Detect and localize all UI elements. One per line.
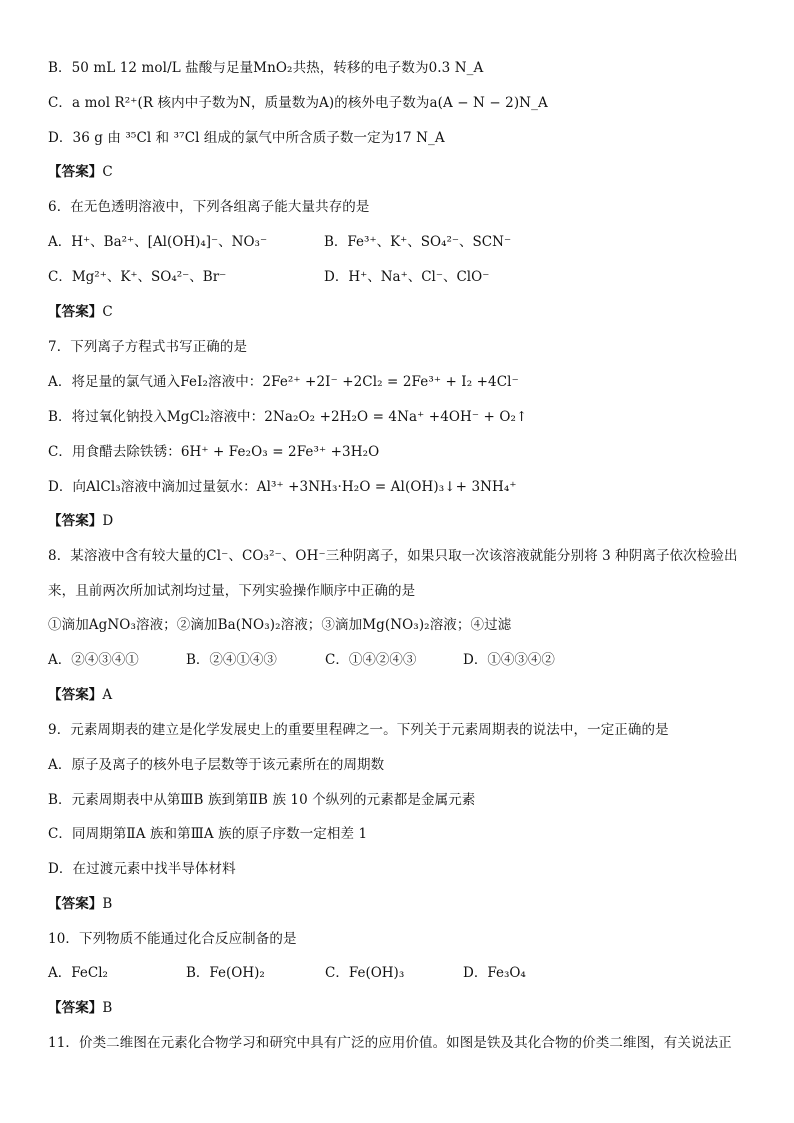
q6-option-c: C．Mg²⁺、K⁺、SO₄²⁻、Br⁻: [48, 269, 227, 285]
q7-option-d: D．向AlCl₃溶液中滴加过量氨水：Al³⁺ +3NH₃·H₂O = Al(OH)₃↓+ 3NH₄⁺: [48, 479, 517, 495]
q6-options-row-1: [48, 232, 764, 252]
q6-stem: 6．在无色透明溶液中，下列各组离子能大量共存的是: [48, 199, 370, 215]
q8-stem-line-2: 来，且前两次所加试剂均过量，下列实验操作顺序中正确的是: [48, 583, 416, 599]
answer-value: C: [102, 304, 113, 320]
q7-option-b: B．将过氧化钠投入MgCl₂溶液中：2Na₂O₂ +2H₂O = 4Na⁺ +4OH⁻ + O₂↑: [48, 409, 528, 425]
q10-option-b: B．Fe(OH)₂: [186, 965, 265, 981]
answer-label: 【答案】: [48, 687, 103, 703]
q6-option-a: A．H⁺、Ba²⁺、[Al(OH)₄]⁻、NO₃⁻: [48, 234, 268, 250]
q7-answer: [48, 511, 764, 531]
answer-label: 【答案】: [48, 513, 103, 529]
answer-value: B: [102, 896, 113, 912]
answer-value: A: [102, 687, 113, 703]
q7-option-a: A．将足量的氯气通入FeI₂溶液中：2Fe²⁺ +2I⁻ +2Cl₂ = 2Fe³⁺ + I₂ +4Cl⁻: [48, 374, 519, 390]
q10-option-a: A．FeCl₂: [48, 965, 108, 981]
q7-stem: 7．下列离子方程式书写正确的是: [48, 339, 248, 355]
q11-stem: 11．价类二维图在元素化合物学习和研究中具有广泛的应用价值。如图是铁及其化合物的价类二维图，有关说法正: [48, 1035, 732, 1051]
q9-option-d: D．在过渡元素中找半导体材料: [48, 861, 236, 877]
q6-option-b: B．Fe³⁺、K⁺、SO₄²⁻、SCN⁻: [324, 234, 512, 250]
q9-option-a: A．原子及离子的核外电子层数等于该元素所在的周期数: [48, 757, 385, 773]
q9-option-c: C．同周期第ⅡA 族和第ⅢA 族的原子序数一定相差 1: [48, 826, 368, 842]
answer-label: 【答案】: [48, 896, 103, 912]
answer-value: D: [102, 513, 114, 529]
q9-answer: [48, 894, 764, 914]
q10-stem: 10．下列物质不能通过化合反应制备的是: [48, 931, 297, 947]
q10-option-d: D．Fe₃O₄: [463, 965, 526, 981]
q5-option-c: C．a mol R²⁺(R 核内中子数为N，质量数为A)的核外电子数为a(A − N − 2)N_A: [48, 95, 548, 111]
q6-options-row-2: [48, 267, 764, 287]
q10-option-c: C．Fe(OH)₃: [325, 965, 405, 981]
q10-options-row: [48, 963, 764, 983]
answer-value: C: [102, 164, 113, 180]
q5-option-b: B．50 mL 12 mol/L 盐酸与足量MnO₂共热，转移的电子数为0.3 N_A: [48, 60, 484, 76]
q8-stem-line-1: 8．某溶液中含有较大量的Cl⁻、CO₃²⁻、OH⁻三种阴离子，如果只取一次该溶液就能分别将 3 种阴离子依次检验出: [48, 548, 738, 564]
q5-answer: [48, 162, 764, 182]
q8-option-b: B．②④①④③: [186, 652, 277, 668]
q9-option-b: B．元素周期表中从第ⅢB 族到第ⅡB 族 10 个纵列的元素都是金属元素: [48, 792, 476, 808]
q6-option-d: D．H⁺、Na⁺、Cl⁻、ClO⁻: [324, 269, 490, 285]
answer-label: 【答案】: [48, 304, 103, 320]
answer-label: 【答案】: [48, 1000, 103, 1016]
q7-option-c: C．用食醋去除铁锈：6H⁺ + Fe₂O₃ = 2Fe³⁺ +3H₂O: [48, 444, 380, 460]
q8-option-a: A．②④③④①: [48, 652, 139, 668]
q8-answer: [48, 685, 764, 705]
q8-option-d: D．①④③④②: [463, 652, 555, 668]
q6-answer: [48, 302, 764, 322]
q8-option-c: C．①④②④③: [325, 652, 417, 668]
q10-answer: [48, 998, 764, 1018]
q8-steps: ①滴加AgNO₃溶液；②滴加Ba(NO₃)₂溶液；③滴加Mg(NO₃)₂溶液；④过滤: [48, 617, 512, 633]
q5-option-d: D．36 g 由 ³⁵Cl 和 ³⁷Cl 组成的氯气中所含质子数一定为17 N_A: [48, 130, 445, 146]
answer-label: 【答案】: [48, 164, 103, 180]
answer-value: B: [102, 1000, 113, 1016]
q9-stem: 9．元素周期表的建立是化学发展史上的重要里程碑之一。下列关于元素周期表的说法中，一定正确的是: [48, 722, 669, 738]
q8-options-row: [48, 650, 764, 670]
